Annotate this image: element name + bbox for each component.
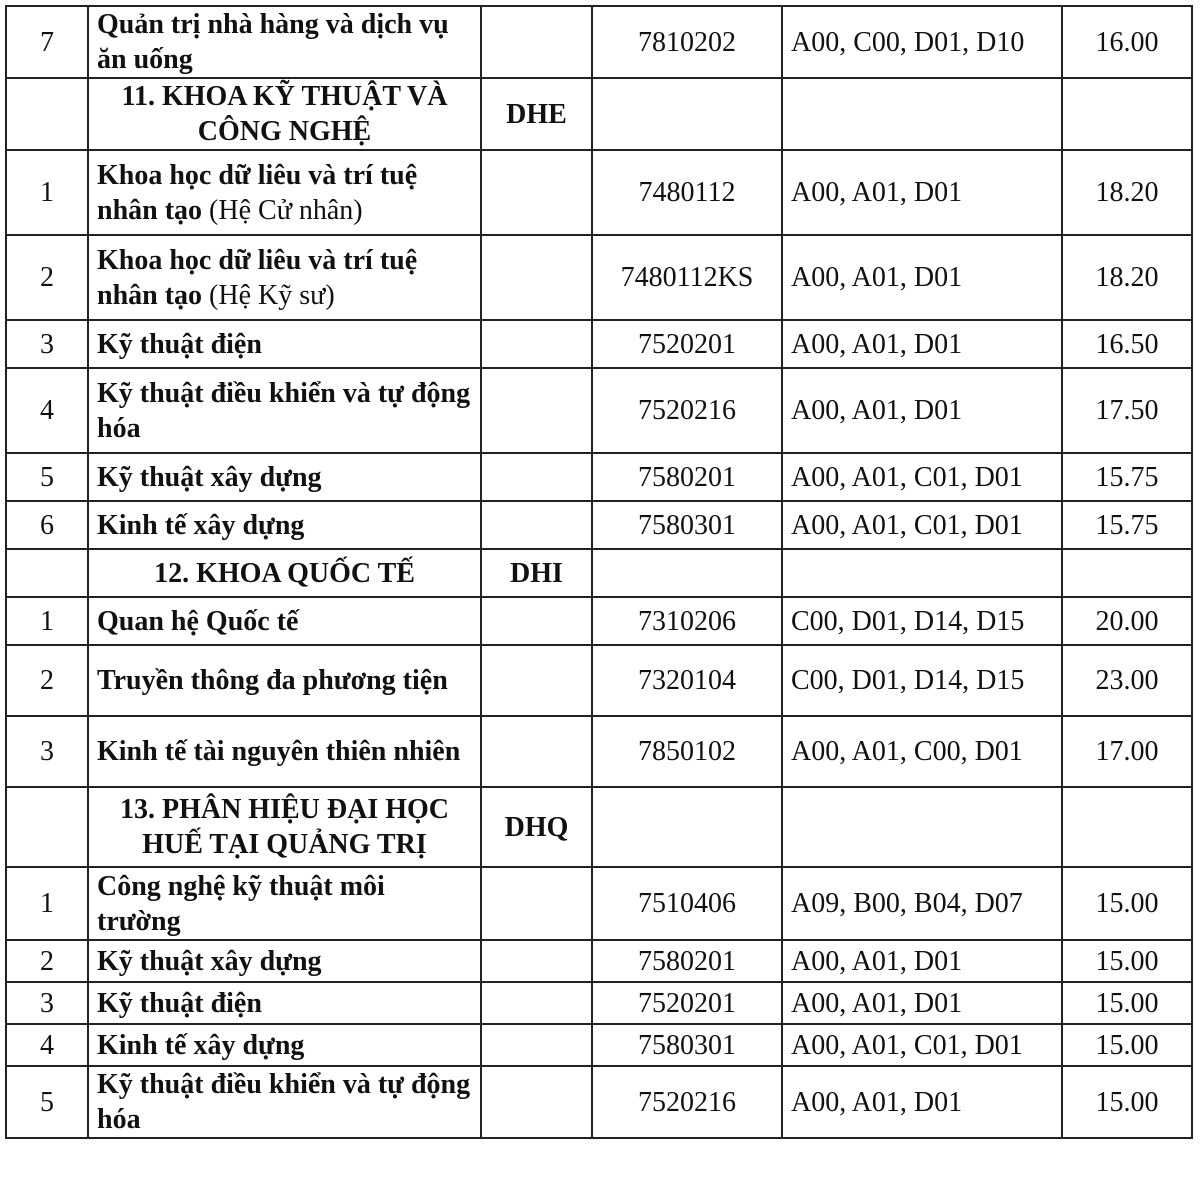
- subject-combinations: [782, 787, 1062, 867]
- row-number: 1: [6, 597, 88, 645]
- school-code: [481, 1024, 592, 1066]
- table-row: [6, 1066, 1192, 1138]
- row-number: 3: [6, 716, 88, 787]
- program-note: (Hệ Cử nhân): [209, 194, 363, 226]
- table-row: [6, 597, 1192, 645]
- major-name: Kinh tế xây dựng: [88, 501, 481, 549]
- cutoff-score: 18.20: [1062, 150, 1192, 235]
- row-number: [6, 549, 88, 597]
- row-number: 2: [6, 645, 88, 716]
- major-name: Kinh tế tài nguyên thiên nhiên: [88, 716, 481, 787]
- major-code: 7580301: [592, 1024, 782, 1066]
- subject-combinations: A00, A01, D01: [782, 982, 1062, 1024]
- major-name: Kỹ thuật xây dựng: [88, 940, 481, 982]
- cutoff-score: 16.50: [1062, 320, 1192, 368]
- major-name: Kinh tế xây dựng: [88, 1024, 481, 1066]
- school-code: [481, 320, 592, 368]
- school-code: [481, 1066, 592, 1138]
- major-name: Công nghệ kỹ thuật môi trường: [88, 867, 481, 940]
- major-code: 7580301: [592, 501, 782, 549]
- cutoff-score: 15.00: [1062, 1024, 1192, 1066]
- major-code: 7480112KS: [592, 235, 782, 320]
- table-row: [6, 716, 1192, 787]
- subject-combinations: [782, 549, 1062, 597]
- major-code: 7810202: [592, 6, 782, 78]
- school-code: [481, 597, 592, 645]
- cutoff-score: 15.00: [1062, 940, 1192, 982]
- row-number: 1: [6, 150, 88, 235]
- subject-combinations: A00, A01, C01, D01: [782, 453, 1062, 501]
- table-row: [6, 6, 1192, 78]
- major-code: 7510406: [592, 867, 782, 940]
- cutoff-score: [1062, 787, 1192, 867]
- table-row: [6, 867, 1192, 940]
- cutoff-score: 15.75: [1062, 501, 1192, 549]
- table-row: [6, 320, 1192, 368]
- school-code: [481, 235, 592, 320]
- subject-combinations: A00, A01, C01, D01: [782, 501, 1062, 549]
- school-code: DHQ: [481, 787, 592, 867]
- major-code: 7520216: [592, 368, 782, 453]
- major-code: [592, 549, 782, 597]
- cutoff-score: 23.00: [1062, 645, 1192, 716]
- major-code: 7310206: [592, 597, 782, 645]
- table-row: [6, 1024, 1192, 1066]
- major-name: Kỹ thuật điện: [88, 982, 481, 1024]
- school-code: [481, 645, 592, 716]
- faculty-row: [6, 549, 1192, 597]
- major-code: 7580201: [592, 453, 782, 501]
- row-number: 2: [6, 940, 88, 982]
- subject-combinations: A00, A01, C01, D01: [782, 1024, 1062, 1066]
- row-number: [6, 78, 88, 150]
- faculty-name: 11. KHOA KỸ THUẬT VÀ CÔNG NGHỆ: [88, 78, 481, 150]
- major-code: [592, 78, 782, 150]
- row-number: 1: [6, 867, 88, 940]
- subject-combinations: C00, D01, D14, D15: [782, 645, 1062, 716]
- major-code: 7320104: [592, 645, 782, 716]
- major-code: 7520201: [592, 320, 782, 368]
- cutoff-score: [1062, 549, 1192, 597]
- row-number: 7: [6, 6, 88, 78]
- major-name: Truyền thông đa phương tiện: [88, 645, 481, 716]
- school-code: [481, 501, 592, 549]
- subject-combinations: A00, A01, D01: [782, 150, 1062, 235]
- major-code: 7520201: [592, 982, 782, 1024]
- row-number: 5: [6, 453, 88, 501]
- major-code: 7580201: [592, 940, 782, 982]
- subject-combinations: A00, C00, D01, D10: [782, 6, 1062, 78]
- subject-combinations: A00, A01, D01: [782, 940, 1062, 982]
- table-row: [6, 982, 1192, 1024]
- table-row: [6, 150, 1192, 235]
- major-name: Quan hệ Quốc tế: [88, 597, 481, 645]
- cutoff-score: 17.00: [1062, 716, 1192, 787]
- school-code: [481, 940, 592, 982]
- major-code: [592, 787, 782, 867]
- school-code: [481, 453, 592, 501]
- cutoff-score: 17.50: [1062, 368, 1192, 453]
- school-code: [481, 982, 592, 1024]
- major-name: Quản trị nhà hàng và dịch vụ ăn uống: [88, 6, 481, 78]
- major-name: Kỹ thuật điện: [88, 320, 481, 368]
- admission-score-table: [5, 5, 1193, 1139]
- subject-combinations: A00, A01, D01: [782, 235, 1062, 320]
- major-code: 7850102: [592, 716, 782, 787]
- cutoff-score: 20.00: [1062, 597, 1192, 645]
- cutoff-score: 15.00: [1062, 867, 1192, 940]
- row-number: 4: [6, 368, 88, 453]
- school-code: [481, 368, 592, 453]
- school-code: [481, 716, 592, 787]
- major-code: 7520216: [592, 1066, 782, 1138]
- row-number: 5: [6, 1066, 88, 1138]
- cutoff-score: 16.00: [1062, 6, 1192, 78]
- subject-combinations: A00, A01, D01: [782, 320, 1062, 368]
- subject-combinations: A00, A01, D01: [782, 1066, 1062, 1138]
- table-row: [6, 368, 1192, 453]
- row-number: 3: [6, 320, 88, 368]
- program-note: (Hệ Kỹ sư): [209, 279, 335, 311]
- school-code: [481, 150, 592, 235]
- school-code: DHE: [481, 78, 592, 150]
- major-name: Khoa học dữ liêu và trí tuệ nhân tạo (Hệ Kỹ sư): [88, 235, 481, 320]
- faculty-name: 12. KHOA QUỐC TẾ: [88, 549, 481, 597]
- cutoff-score: 18.20: [1062, 235, 1192, 320]
- row-number: 2: [6, 235, 88, 320]
- subject-combinations: C00, D01, D14, D15: [782, 597, 1062, 645]
- faculty-row: [6, 787, 1192, 867]
- major-name: Kỹ thuật xây dựng: [88, 453, 481, 501]
- table-row: [6, 235, 1192, 320]
- school-code: DHI: [481, 549, 592, 597]
- subject-combinations: A09, B00, B04, D07: [782, 867, 1062, 940]
- cutoff-score: 15.00: [1062, 1066, 1192, 1138]
- faculty-name: 13. PHÂN HIỆU ĐẠI HỌC HUẾ TẠI QUẢNG TRỊ: [88, 787, 481, 867]
- major-name: Kỹ thuật điều khiển và tự động hóa: [88, 1066, 481, 1138]
- table-row: [6, 645, 1192, 716]
- cutoff-score: 15.75: [1062, 453, 1192, 501]
- cutoff-score: [1062, 78, 1192, 150]
- subject-combinations: A00, A01, C00, D01: [782, 716, 1062, 787]
- table-row: [6, 940, 1192, 982]
- row-number: 3: [6, 982, 88, 1024]
- cutoff-score: 15.00: [1062, 982, 1192, 1024]
- table-row: [6, 453, 1192, 501]
- row-number: 4: [6, 1024, 88, 1066]
- major-code: 7480112: [592, 150, 782, 235]
- subject-combinations: [782, 78, 1062, 150]
- major-name: Kỹ thuật điều khiển và tự động hóa: [88, 368, 481, 453]
- faculty-row: [6, 78, 1192, 150]
- subject-combinations: A00, A01, D01: [782, 368, 1062, 453]
- school-code: [481, 867, 592, 940]
- row-number: 6: [6, 501, 88, 549]
- table-row: [6, 501, 1192, 549]
- row-number: [6, 787, 88, 867]
- school-code: [481, 6, 592, 78]
- major-name: Khoa học dữ liêu và trí tuệ nhân tạo (Hệ Cử nhân): [88, 150, 481, 235]
